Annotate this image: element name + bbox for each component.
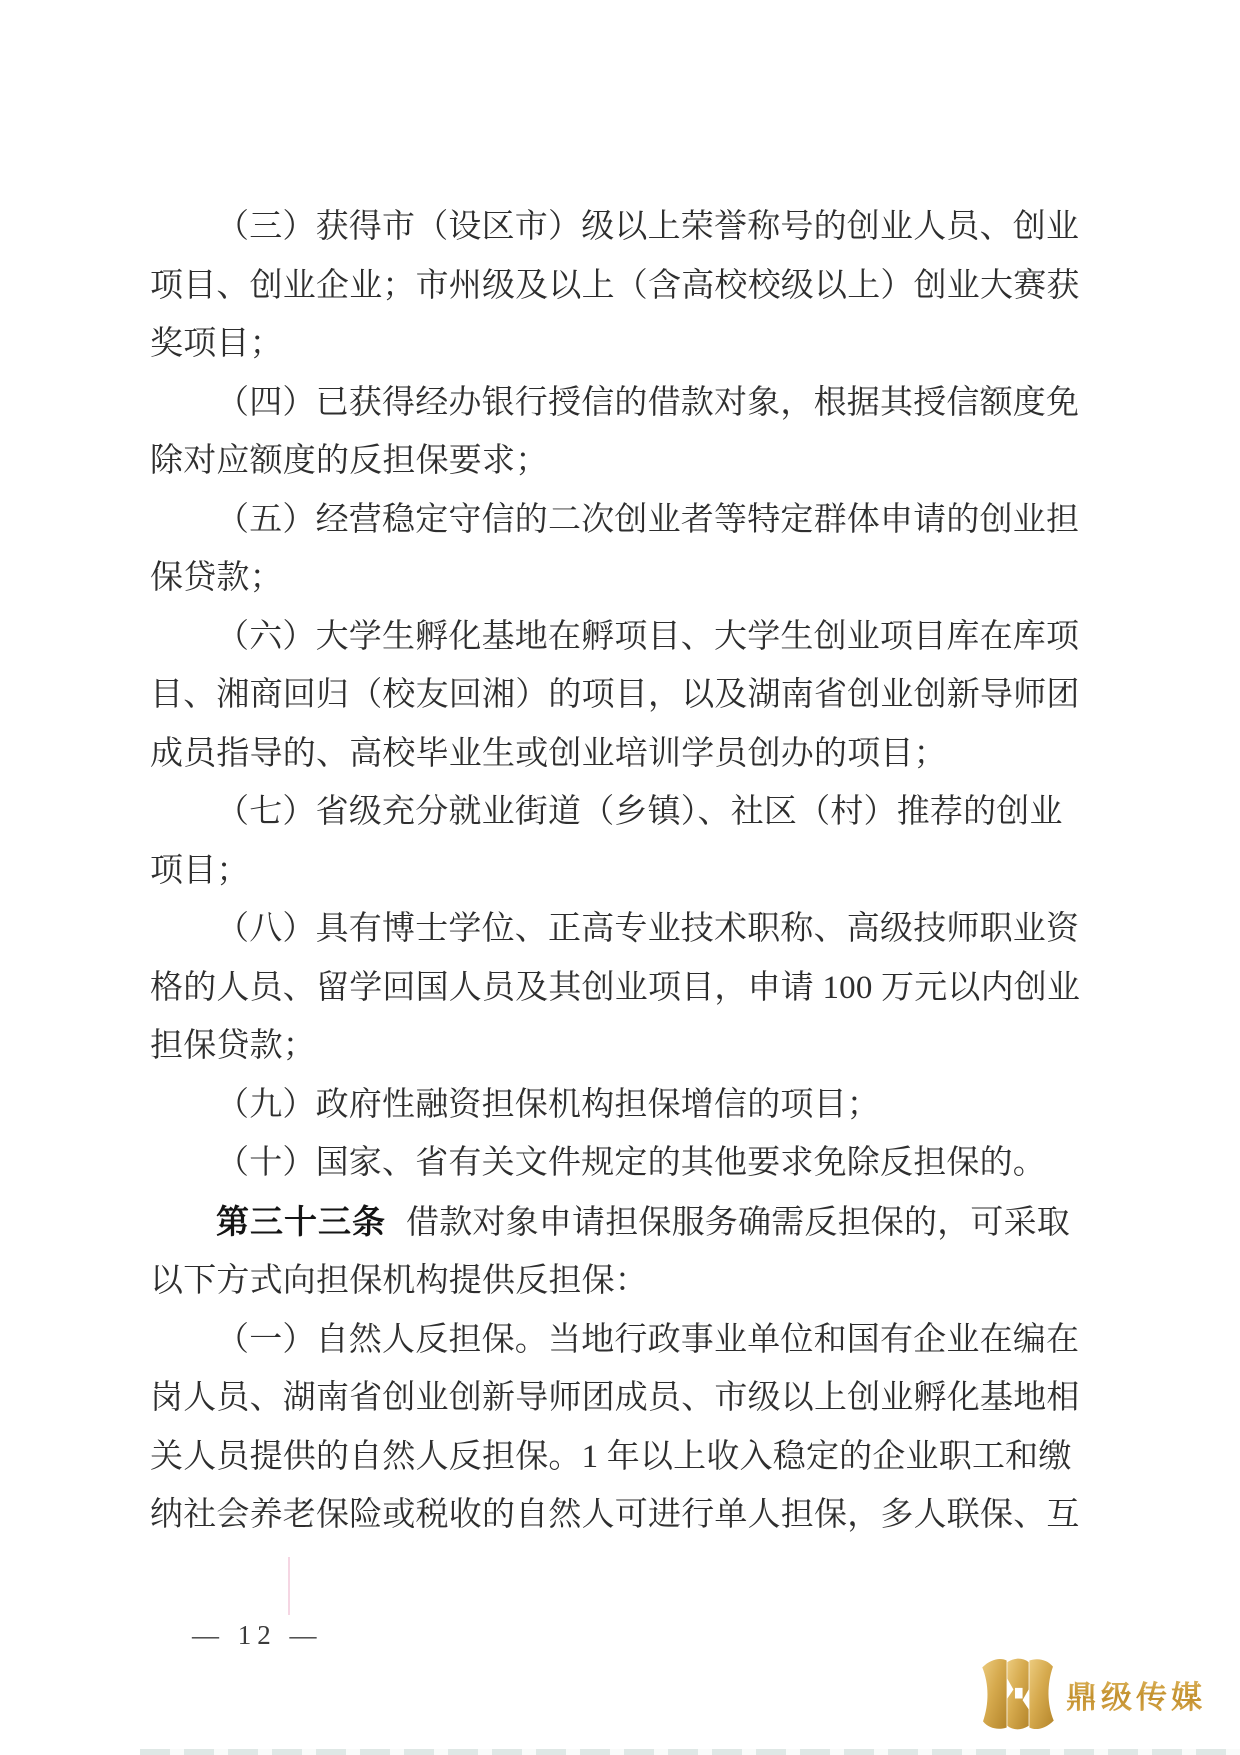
text-run: 纳社会养老保险或税收的自然人可进行单人担保，多人联保、互 — [150, 1497, 1080, 1533]
body-text — [150, 198, 1090, 1545]
text-run: 以下方式向担保机构提供反担保： — [150, 1263, 648, 1299]
text-run: 担保贷款； — [150, 1028, 316, 1064]
text-run: 借款对象申请担保服务确需反担保的，可采取 — [406, 1204, 1070, 1241]
text-line — [150, 315, 1090, 374]
text-line — [150, 725, 1090, 784]
text-run: 目、湘商回归（校友回湘）的项目，以及湖南省创业创新导师团 — [150, 677, 1080, 713]
brand-name: 鼎级传媒 — [1066, 1672, 1206, 1717]
text-run: 奖项目； — [150, 326, 283, 362]
text-run: （七）省级充分就业街道（乡镇）、社区（村）推荐的创业 — [216, 794, 1063, 830]
text-line — [150, 1369, 1090, 1428]
brand-logo-icon — [980, 1656, 1056, 1732]
text-line — [150, 842, 1090, 901]
brand-watermark — [980, 1656, 1206, 1732]
text-line — [150, 1252, 1090, 1311]
text-line — [150, 432, 1090, 491]
text-run: （六）大学生孵化基地在孵项目、大学生创业项目库在库项 — [216, 618, 1080, 655]
text-line — [150, 900, 1090, 959]
text-line — [150, 198, 1090, 257]
text-line — [150, 1486, 1090, 1545]
text-run: 项目； — [150, 852, 250, 889]
text-run: （三）获得市（设区市）级以上荣誉称号的创业人员、创业 — [216, 209, 1080, 245]
text-line — [150, 1076, 1090, 1135]
text-run: 项目、创业企业；市州级及以上（含高校校级以上）创业大赛获 — [150, 267, 1080, 304]
text-run: 格的人员、留学回国人员及其创业项目，申请 100 万元以内创业 — [150, 969, 1081, 1006]
text-line — [150, 666, 1090, 725]
text-line — [150, 608, 1090, 667]
text-line — [150, 549, 1090, 608]
text-run: 关人员提供的自然人反担保。1 年以上收入稳定的企业职工和缴 — [150, 1438, 1072, 1475]
text-run: （四）已获得经办银行授信的借款对象，根据其授信额度免 — [216, 384, 1080, 421]
text-line — [150, 783, 1090, 842]
text-line — [150, 1134, 1090, 1193]
text-line — [150, 959, 1090, 1018]
text-run: （八）具有博士学位、正高专业技术职称、高级技师职业资 — [216, 911, 1080, 947]
scan-artifact-strip — [140, 1749, 1240, 1755]
text-run: 成员指导的、高校毕业生或创业培训学员创办的项目； — [150, 735, 947, 772]
text-run: （五）经营稳定守信的二次创业者等特定群体申请的创业担 — [216, 501, 1080, 538]
text-run: 保贷款； — [150, 560, 283, 596]
text-line — [150, 257, 1090, 316]
text-run: （十）国家、省有关文件规定的其他要求免除反担保的。 — [216, 1145, 1046, 1181]
text-run: （一）自然人反担保。当地行政事业单位和国有企业在编在 — [216, 1321, 1080, 1358]
text-run: 岗人员、湖南省创业创新导师团成员、市级以上创业孵化基地相 — [150, 1380, 1080, 1416]
text-run: 除对应额度的反担保要求； — [150, 443, 549, 479]
text-line — [150, 1017, 1090, 1076]
text-run: （九）政府性融资担保机构担保增信的项目； — [216, 1086, 880, 1123]
text-line — [150, 491, 1090, 550]
text-line — [150, 1428, 1090, 1487]
page-number: — 12 — — [192, 1620, 323, 1650]
article-number: 第三十三条 — [216, 1202, 386, 1240]
scan-crease-line — [288, 1557, 290, 1615]
text-line — [150, 1311, 1090, 1370]
text-line — [150, 374, 1090, 433]
text-line — [150, 1193, 1090, 1253]
